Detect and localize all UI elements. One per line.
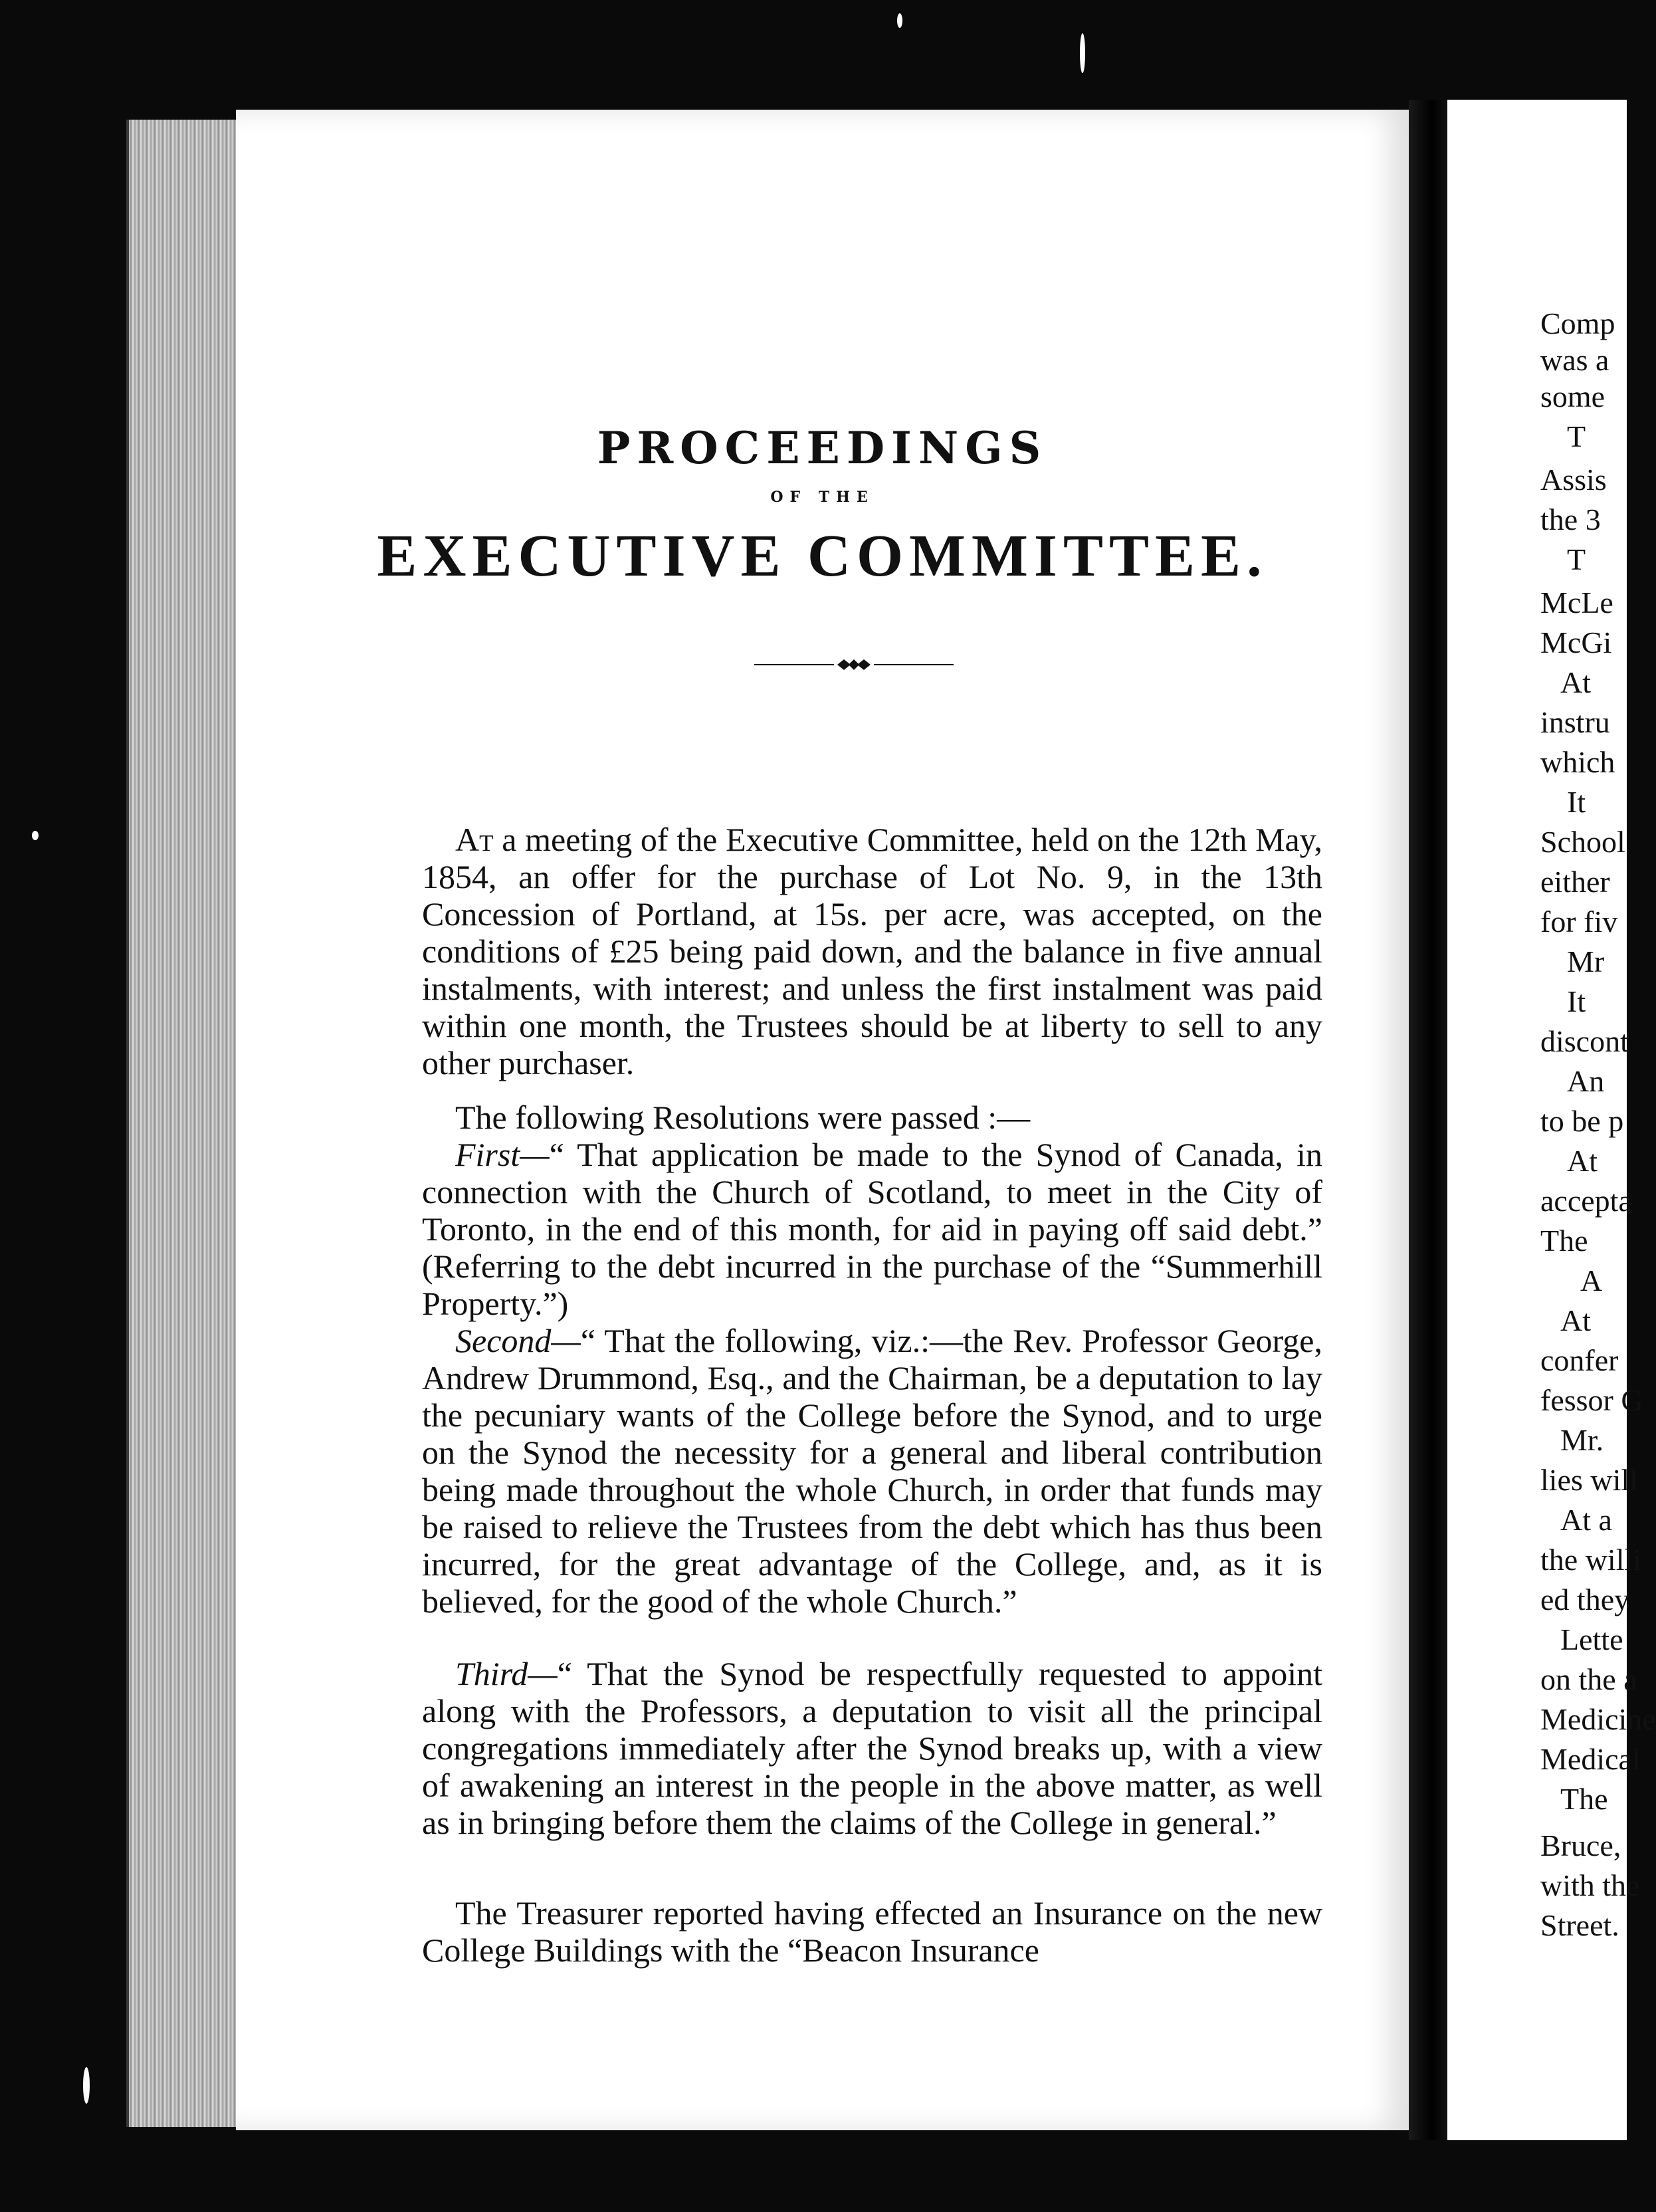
right-page-line-fragment: It bbox=[1567, 785, 1586, 819]
right-page-line-fragment: An bbox=[1567, 1064, 1605, 1098]
resolution-label-first: First— bbox=[455, 1136, 550, 1173]
right-page-line-fragment: confer bbox=[1540, 1343, 1619, 1377]
right-page-line-fragment: either bbox=[1540, 865, 1610, 899]
right-page-line-fragment: the willi bbox=[1540, 1543, 1642, 1577]
paragraph-text: a meeting of the Executive Committee, held on the 12th May, 1854, an offer for the purchase of Lot No. 9, in the 13th Concession of Portland, at 15s. per acre, was accepted, on the conditions of £25 being paid down, and the balance in five annual instalments, with interest; and unless the first instalment was paid within one month, the Trustees should be at liberty to sell to any other purchaser. bbox=[422, 821, 1322, 1081]
resolution-label-third: Third— bbox=[455, 1655, 558, 1692]
right-page-line-fragment: ed they bbox=[1540, 1583, 1630, 1616]
right-page-line-fragment: to be p bbox=[1540, 1104, 1624, 1138]
right-page-line-fragment: on the a bbox=[1540, 1662, 1637, 1696]
right-page-line-fragment: the 3 bbox=[1540, 502, 1601, 536]
right-page-line-fragment: Assis bbox=[1540, 463, 1607, 497]
right-page-line-fragment: accepta bbox=[1540, 1184, 1632, 1218]
paragraph-third-resolution bbox=[422, 1655, 1322, 1841]
right-page-line-fragment: School bbox=[1540, 825, 1625, 859]
left-page bbox=[236, 110, 1409, 2130]
paragraph-treasurer-report: The Treasurer reported having effected an Insurance on the new College Buildings with the “Beacon Insurance bbox=[422, 1894, 1322, 1969]
paragraph-resolutions-intro: The following Resolutions were passed :— bbox=[455, 1099, 1031, 1136]
ornament-divider bbox=[754, 655, 954, 675]
film-speck bbox=[83, 2067, 90, 2104]
film-speck bbox=[32, 831, 39, 840]
paragraph-text: “ That the following, viz.:—the Rev. Professor George, Andrew Drummond, Esq., and the Chairman, be a deputation to lay the pecuniary wants of the College before the Synod, and to urge on the Synod the necessity for a general and liberal contribution being made throughout the whole Church, in order that funds may be raised to relieve the Trustees from the debt which has thus been incurred, for the great advantage of the College, and, as it is believed, for the good of the whole Church.” bbox=[422, 1322, 1322, 1620]
right-page-line-fragment: which bbox=[1540, 745, 1615, 779]
right-page-line-fragment: Comp bbox=[1540, 306, 1615, 340]
resolution-label-second: Second— bbox=[455, 1322, 581, 1359]
title-executive-committee: EXECUTIVE COMMITTEE. bbox=[377, 523, 1268, 589]
paragraph-text: “ That application be made to the Synod of Canada, in connection with the Church of Scotland, to meet in the City of Toronto, in the end of this month, for aid in paying off said debt.” (Referring to the debt incurred in the purchase of the “Summerhill Property.”) bbox=[422, 1136, 1322, 1322]
right-page-line-fragment: The bbox=[1560, 1782, 1608, 1816]
paragraph-text: “ That the Synod be respectfully requested to appoint along with the Professors, a deputation to visit all the principal congregations immediately after the Synod breaks up, with a view of awakening an interest in the people in the above matter, as well as in bringing before them the claims of the College in general.” bbox=[422, 1655, 1322, 1841]
right-page-line-fragment: was a bbox=[1540, 343, 1609, 377]
right-page-line-fragment: It bbox=[1567, 984, 1586, 1018]
film-speck bbox=[897, 13, 902, 28]
right-page-line-fragment: The bbox=[1540, 1224, 1588, 1258]
right-page-line-fragment: Bruce, bbox=[1540, 1828, 1621, 1862]
right-page-line-fragment: Medical bbox=[1540, 1742, 1641, 1776]
right-page-line-fragment: Medicine bbox=[1540, 1702, 1656, 1736]
paragraph-meeting-offer bbox=[422, 821, 1322, 1081]
right-page-line-fragment: Mr bbox=[1567, 944, 1605, 978]
right-page-line-fragment: lies will bbox=[1540, 1463, 1638, 1497]
right-page-line-fragment: Mr. bbox=[1560, 1423, 1604, 1457]
right-page-line-fragment: T bbox=[1567, 419, 1586, 453]
paragraph-first-resolution bbox=[422, 1136, 1322, 1322]
title-of-the: OF THE bbox=[770, 489, 875, 506]
right-page-line-fragment: for fiv bbox=[1540, 905, 1618, 939]
right-page-line-fragment: Street. bbox=[1540, 1908, 1619, 1942]
right-page-line-fragment: fessor G bbox=[1540, 1383, 1643, 1417]
right-page-line-fragment: T bbox=[1567, 542, 1586, 576]
paragraph-lead-word: At bbox=[455, 821, 494, 858]
right-page-line-fragment: At bbox=[1567, 1144, 1598, 1178]
right-page-line-fragment: At bbox=[1560, 665, 1591, 699]
right-page-line-fragment: with the bbox=[1540, 1868, 1640, 1902]
right-page-line-fragment: discont bbox=[1540, 1024, 1629, 1058]
title-proceedings: PROCEEDINGS bbox=[597, 422, 1048, 474]
page-edge-leaves bbox=[126, 120, 245, 2127]
right-page-line-fragment: At a bbox=[1560, 1503, 1612, 1537]
right-page-line-fragment: some bbox=[1540, 380, 1605, 413]
right-page-line-fragment: At bbox=[1560, 1303, 1591, 1337]
right-page-line-fragment: A bbox=[1580, 1264, 1603, 1297]
right-page-line-fragment: Lette bbox=[1560, 1622, 1623, 1656]
right-page-line-fragment: McLe bbox=[1540, 586, 1613, 619]
right-page-line-fragment: McGi bbox=[1540, 625, 1612, 659]
right-page-line-fragment: instru bbox=[1540, 705, 1610, 739]
film-speck bbox=[1080, 33, 1085, 73]
paragraph-second-resolution bbox=[422, 1322, 1322, 1620]
